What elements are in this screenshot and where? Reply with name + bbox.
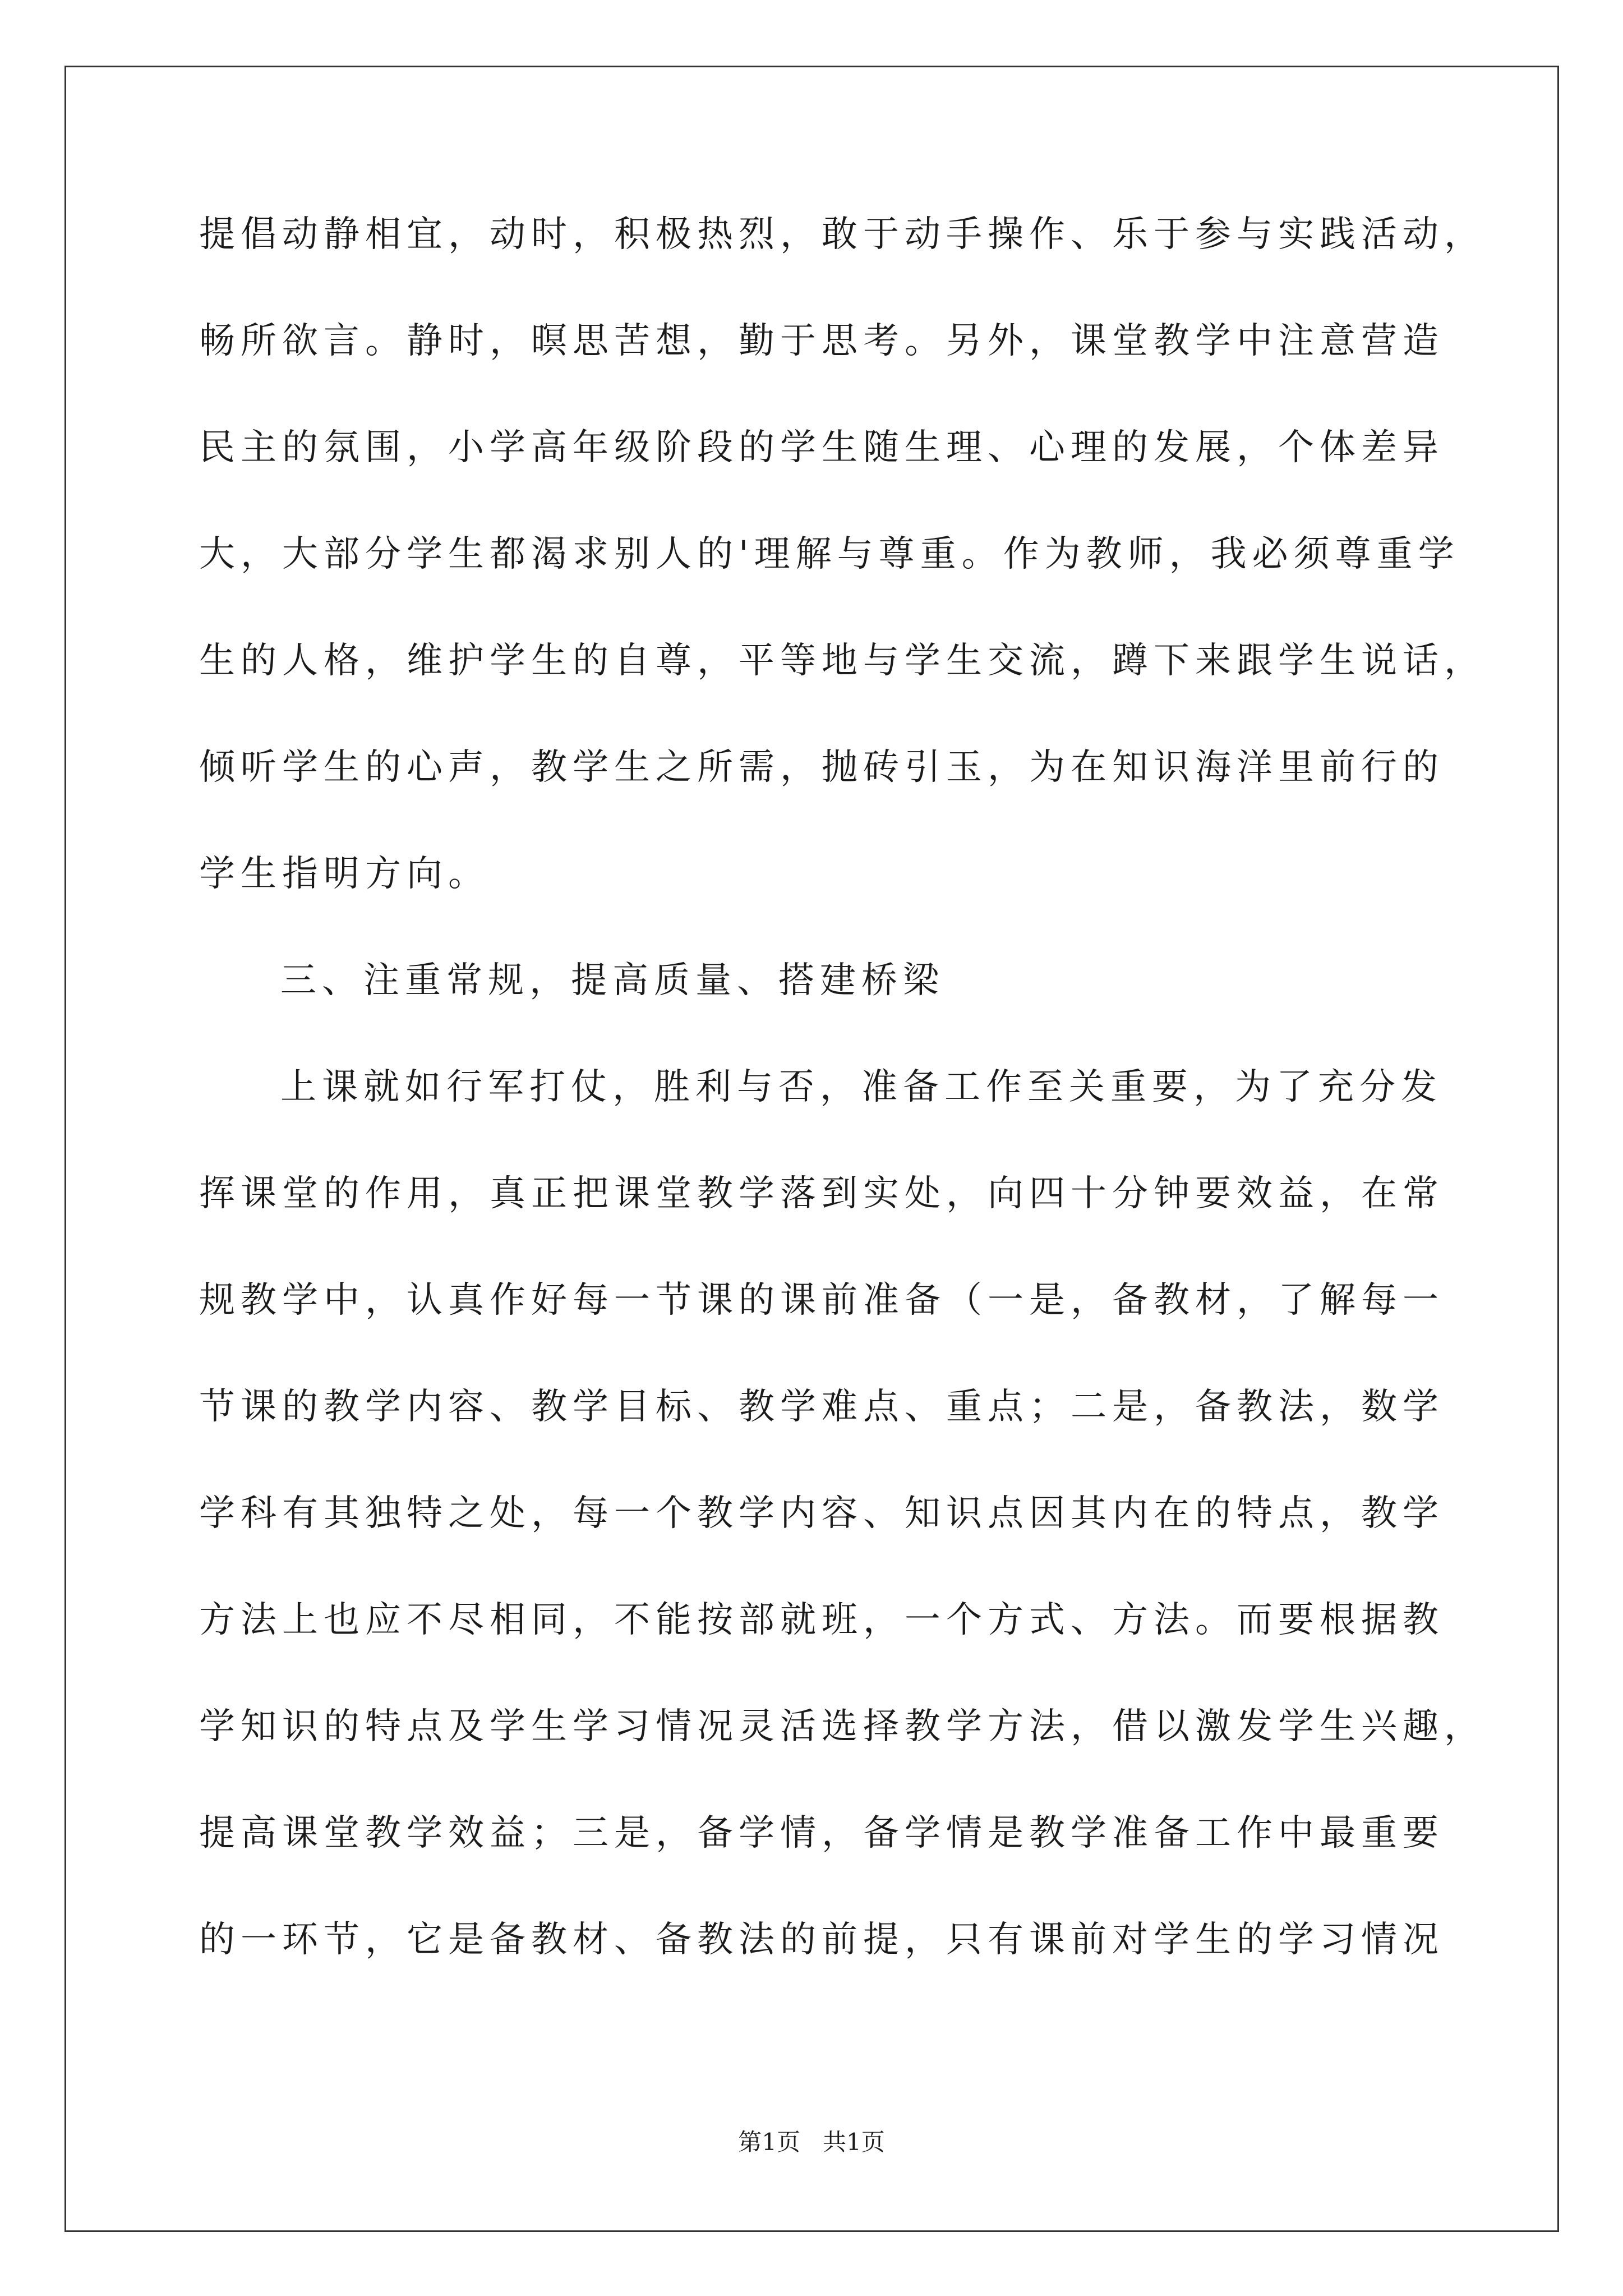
text-line: 挥课堂的作用，真正把课堂教学落到实处，向四十分钟要效益，在常 xyxy=(199,1173,1444,1214)
text-line: 上课就如行军打仗，胜利与否，准备工作至关重要，为了充分发 xyxy=(280,1066,1442,1108)
text-line: 节课的教学内容、教学目标、教学难点、重点；二是，备教法，数学 xyxy=(199,1386,1444,1428)
text-line: 学生指明方向。 xyxy=(199,853,490,895)
page-border xyxy=(64,66,1559,2232)
section-heading: 三、注重常规，提高质量、搭建桥梁 xyxy=(280,960,944,1001)
text-line: 生的人格，维护学生的自尊，平等地与学生交流，蹲下来跟学生说话， xyxy=(199,640,1486,682)
text-line: 提高课堂教学效益；三是，备学情，备学情是教学准备工作中最重要 xyxy=(199,1812,1444,1854)
page-indicator: 第1页 共1页 xyxy=(738,2128,885,2156)
text-line: 学知识的特点及学生学习情况灵活选择教学方法，借以激发学生兴趣， xyxy=(199,1706,1486,1747)
text-line: 方法上也应不尽相同，不能按部就班，一个方式、方法。而要根据教 xyxy=(199,1599,1444,1641)
text-line: 规教学中，认真作好每一节课的课前准备（一是，备教材，了解每一 xyxy=(199,1280,1444,1321)
text-line: 民主的氛围，小学高年级阶段的学生随生理、心理的发展，个体差异 xyxy=(199,427,1444,468)
text-line: 的一环节，它是备教材、备教法的前提，只有课前对学生的学习情况 xyxy=(199,1919,1444,1961)
text-line: 畅所欲言。静时，暝思苦想，勤于思考。另外，课堂教学中注意营造 xyxy=(199,320,1444,362)
text-line: 倾听学生的心声，教学生之所需，抛砖引玉，为在知识海洋里前行的 xyxy=(199,747,1444,788)
text-line: 提倡动静相宜，动时，积极热烈，敢于动手操作、乐于参与实践活动， xyxy=(199,214,1486,255)
text-line: 大，大部分学生都渴求别人的'理解与尊重。作为教师，我必须尊重学 xyxy=(199,533,1460,575)
text-line: 学科有其独特之处，每一个教学内容、知识点因其内在的特点，教学 xyxy=(199,1493,1444,1534)
